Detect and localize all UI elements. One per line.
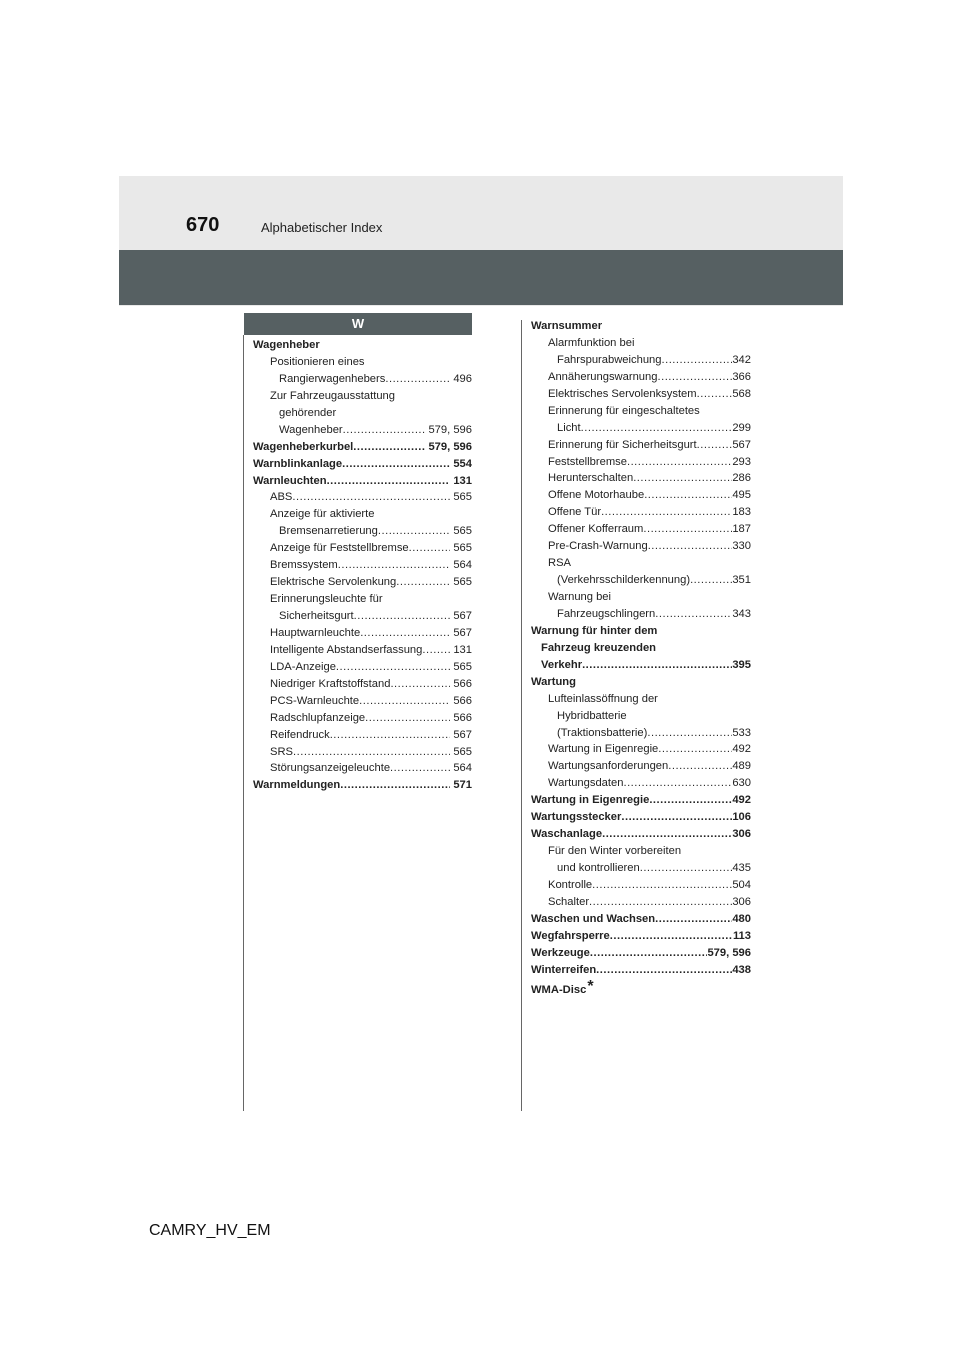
index-entry-label: Warnung für hinter dem [531,624,658,637]
index-entry-page: 630 [732,777,751,790]
index-entry-page: 489 [732,760,751,773]
index-entry [531,674,751,691]
dot-leader [378,523,450,540]
index-entry-label: Warnsummer [531,320,603,332]
index-entry-label: ABS [270,491,293,504]
dot-leader [589,894,732,911]
index-entry-page: 533 [732,726,751,739]
column-divider-left [243,335,244,1111]
dot-leader [330,727,451,744]
index-entry [531,420,751,437]
index-entry-page: 567 [732,438,751,451]
index-entry-label: Offene Motorhaube [548,489,645,502]
index-entry-label: Radschlupfanzeige [270,711,366,724]
dot-leader [592,877,732,894]
index-entry-label: Licht [557,421,581,434]
index-entry-label: Erinnerungsleuchte für [270,593,383,606]
index-entry [253,557,472,574]
index-entry [531,979,751,996]
index-entry-label: Wartungsanforderungen [548,760,669,773]
index-entry [531,335,751,352]
index-entry [253,744,472,761]
index-entry-label: PCS-Warnleuchte [270,694,360,707]
footnote-marker: * [587,977,594,995]
index-entry-label: Herunterschalten [548,472,634,485]
index-entry-page: 566 [453,694,472,707]
index-entry-page: 566 [453,711,472,724]
index-entry-page: 565 [453,745,472,758]
index-entry [253,337,472,354]
index-entry-label: (Verkehrsschilderkennung) [557,574,691,587]
index-entry [253,473,472,490]
index-entry-label: Reifendruck [270,728,330,741]
index-entry-label: RSA [548,557,572,570]
dot-leader [655,606,732,623]
dot-leader [658,741,732,758]
index-entry-label: Hybridbatterie [557,709,627,722]
index-entry [531,555,751,572]
index-entry [253,693,472,710]
dot-leader [343,422,426,439]
index-entry-page: 187 [732,523,751,536]
index-entry-label: Lufteinlassöffnung der [548,692,658,705]
dot-leader [643,521,732,538]
dot-leader [340,777,450,794]
index-entry [253,642,472,659]
index-entry [253,659,472,676]
dot-leader [596,962,732,979]
index-entry-label: Niedriger Kraftstoffstand [270,677,391,690]
column-divider-middle [521,320,522,1111]
dot-leader [655,911,732,928]
index-entry-label: gehörender [279,406,337,419]
index-entry-page: 579, 596 [428,440,472,453]
dot-leader [690,572,732,589]
index-entry-label: Störungsanzeigeleuchte [270,762,391,775]
index-entry-page: 113 [732,929,751,942]
index-entry-label: (Traktionsbatterie) [557,726,648,739]
index-entry [253,405,472,422]
index-entry [531,826,751,843]
index-entry-page: 351 [732,574,751,587]
index-entry-label: Werkzeuge [531,946,590,959]
index-entry-page: 492 [732,743,751,756]
index-entry [531,504,751,521]
index-column-right [531,318,751,996]
index-entry [531,352,751,369]
index-entry [531,860,751,877]
index-entry-page: 330 [732,540,751,553]
letter-heading: W [244,313,472,335]
index-entry-page: 565 [453,525,472,538]
index-entry-page: 492 [732,794,751,807]
index-entry [531,962,751,979]
dot-leader [627,454,732,471]
index-entry [531,708,751,725]
index-entry-label: Erinnerung für Sicherheitsgurt [548,438,697,451]
index-column-left [253,337,472,794]
index-entry [253,439,472,456]
index-entry-page: 131 [453,643,472,656]
dot-leader [385,371,450,388]
dot-leader [640,860,733,877]
dot-leader [342,456,450,473]
index-entry-page: 571 [453,779,472,792]
index-entry-label: Alarmfunktion bei [548,336,635,349]
section-title: Alphabetischer Index [261,220,383,235]
index-entry [253,489,472,506]
index-entry [531,538,751,555]
dot-leader [697,437,733,454]
dot-leader [610,928,733,945]
index-entry-label: Wagenheber [279,423,343,436]
index-entry [253,540,472,557]
dot-leader [623,775,732,792]
index-entry-page: 366 [732,370,751,383]
index-entry-page: 395 [732,658,751,671]
index-entry-label: Bremsenarretierung [279,525,378,538]
index-entry [531,403,751,420]
index-entry [531,521,751,538]
index-entry-page: 567 [453,728,472,741]
index-entry-page: 564 [453,559,472,572]
index-entry-page: 306 [732,895,751,908]
dot-leader [336,659,450,676]
index-entry-page: 480 [732,912,751,925]
dot-leader [360,625,450,642]
index-entry [531,437,751,454]
index-entry-label: Kontrolle [548,878,593,891]
index-entry [531,470,751,487]
index-entry-page: 496 [453,372,472,385]
index-entry-page: 579, 596 [428,423,472,436]
index-entry-page: 131 [453,474,472,487]
dot-leader [293,744,450,761]
dot-leader [590,945,708,962]
index-entry-label: Winterreifen [531,963,597,976]
index-entry [253,506,472,523]
index-entry [253,710,472,727]
index-entry-page: 579, 596 [707,946,751,959]
index-entry-page: 568 [732,387,751,400]
index-entry-page: 565 [453,576,472,589]
index-entry-label: Wartungsstecker [531,811,622,824]
index-entry-label: Warnung bei [548,591,612,603]
dot-leader [422,642,450,659]
index-entry-page: 495 [732,489,751,502]
index-entry-label: LDA-Anzeige [270,660,336,673]
index-entry-page: 565 [453,491,472,504]
index-entry [253,456,472,473]
index-entry-page: 565 [453,542,472,555]
page-number: 670 [186,214,220,236]
index-entry [253,591,472,608]
index-entry [253,608,472,625]
index-entry-label: Wartung in Eigenregie [548,743,659,756]
index-entry-label: Waschen und Wachsen [531,912,656,925]
dot-leader [359,693,450,710]
index-entry-label: Wartungsdaten [548,777,624,790]
index-entry [253,354,472,371]
index-entry-page: 343 [732,607,751,620]
dot-leader [668,758,732,775]
dot-leader [601,504,732,521]
index-entry [531,877,751,894]
index-entry [531,775,751,792]
index-entry-page: 567 [453,610,472,622]
dot-leader [353,439,425,456]
index-entry [531,369,751,386]
index-entry [531,572,751,589]
dot-leader [338,557,451,574]
index-entry [531,809,751,826]
index-entry [253,422,472,439]
index-entry-label: Wartung [531,675,576,688]
index-entry-label: Offene Tür [548,506,602,519]
index-entry [531,894,751,911]
index-entry [531,741,751,758]
index-entry-label: Warnblinkanlage [253,457,343,470]
index-entry-label: Bremssystem [270,559,338,572]
index-entry-label: Erinnerung für eingeschaltetes [548,404,700,417]
index-entry [531,623,751,640]
dot-leader [647,725,732,742]
document-code: CAMRY_HV_EM [149,1222,271,1239]
index-entry-label: Wagenheberkurbel [253,440,354,453]
index-entry-page: 567 [453,626,472,639]
index-entry-page: 183 [732,506,751,519]
index-entry-label: Wartung in Eigenregie [531,794,650,807]
index-entry-label: Elektrische Servolenkung [270,576,397,589]
index-entry-page: 554 [453,457,472,470]
dot-leader [292,489,450,506]
index-entry [531,843,751,860]
index-entry-label: Elektrisches Servolenksystem [548,387,697,400]
index-entry [531,487,751,504]
dot-leader [657,369,732,386]
index-entry-page: 438 [732,963,751,976]
index-entry [531,606,751,623]
dot-leader [582,657,732,674]
index-entry-page: 106 [732,811,751,824]
index-entry-page: 293 [732,455,751,468]
index-entry [253,777,472,794]
index-entry-label: Verkehr [541,658,583,671]
index-entry-label: Offener Kofferraum [548,523,644,536]
index-entry-label: Waschanlage [531,828,603,841]
index-entry-page: 504 [732,878,751,891]
index-entry-label: Anzeige für aktivierte [270,508,375,521]
index-entry-label: Fahrzeug kreuzenden [541,641,657,654]
index-entry [531,640,751,657]
index-entry [531,691,751,708]
index-entry [531,386,751,403]
index-entry-label: Sicherheitsgurt [279,610,354,622]
index-entry [531,657,751,674]
index-entry [253,676,472,693]
index-entry-label: Feststellbremse [548,455,627,468]
dot-leader [396,574,450,591]
dot-leader [648,538,733,555]
index-entry [531,758,751,775]
index-entry-label: Für den Winter vorbereiten [548,845,682,858]
index-entry [531,318,751,335]
dot-leader [409,540,451,557]
index-entry [531,911,751,928]
index-entry-page: 435 [732,862,751,874]
dot-leader [621,809,732,826]
index-entry [253,371,472,388]
dot-leader [649,792,732,809]
index-entry-label: Rangierwagenhebers [279,372,386,385]
dot-leader [390,676,450,693]
index-entry [531,725,751,742]
index-entry-page: 286 [732,472,751,485]
index-entry [253,727,472,744]
index-entry-label: Fahrspurabweichung [557,353,662,366]
index-entry-page: 566 [453,677,472,690]
index-entry-label: und kontrollieren [557,862,640,874]
index-entry-label: Warnleuchten [253,474,327,487]
index-entry-label: Wegfahrsperre [531,929,610,942]
index-entry-page: 564 [453,762,472,775]
dot-leader [365,710,450,727]
index-entry [531,945,751,962]
index-entry [531,792,751,809]
index-entry [253,625,472,642]
index-entry-label: Hauptwarnleuchte [270,626,361,639]
index-entry [531,454,751,471]
index-entry [531,589,751,606]
dot-leader [602,826,732,843]
dot-leader [581,420,733,437]
index-entry-page: 565 [453,660,472,673]
index-entry-page: 342 [732,353,751,366]
index-entry-label: Positionieren eines [270,355,365,368]
dot-leader [697,386,733,403]
dot-leader [633,470,732,487]
index-entry-label: Warnmeldungen [253,779,341,792]
header-dark-bar [119,250,843,305]
index-entry-page: 299 [732,421,751,434]
dot-leader [390,760,450,777]
index-entry-label: Anzeige für Feststellbremse [270,542,409,555]
index-entry [253,760,472,777]
index-entry [531,928,751,945]
index-entry [253,523,472,540]
index-entry-page: 306 [732,828,751,841]
index-entry-label: WMA-Disc [531,983,587,996]
index-entry-label: Annäherungswarnung [548,370,658,383]
dot-leader [327,473,451,490]
index-entry-label: SRS [270,745,294,758]
index-entry-label: Intelligente Abstandserfassung [270,643,423,656]
index-entry-label: Schalter [548,895,590,908]
index-entry [253,574,472,591]
dot-leader [661,352,732,369]
index-entry-label: Zur Fahrzeugausstattung [270,389,395,402]
index-entry-label: Fahrzeugschlingern [557,607,656,620]
index-entry-label: Wagenheber [253,339,320,351]
index-entry-label: Pre-Crash-Warnung [548,540,648,553]
dot-leader [644,487,732,504]
dot-leader [354,608,451,625]
index-entry [253,388,472,405]
